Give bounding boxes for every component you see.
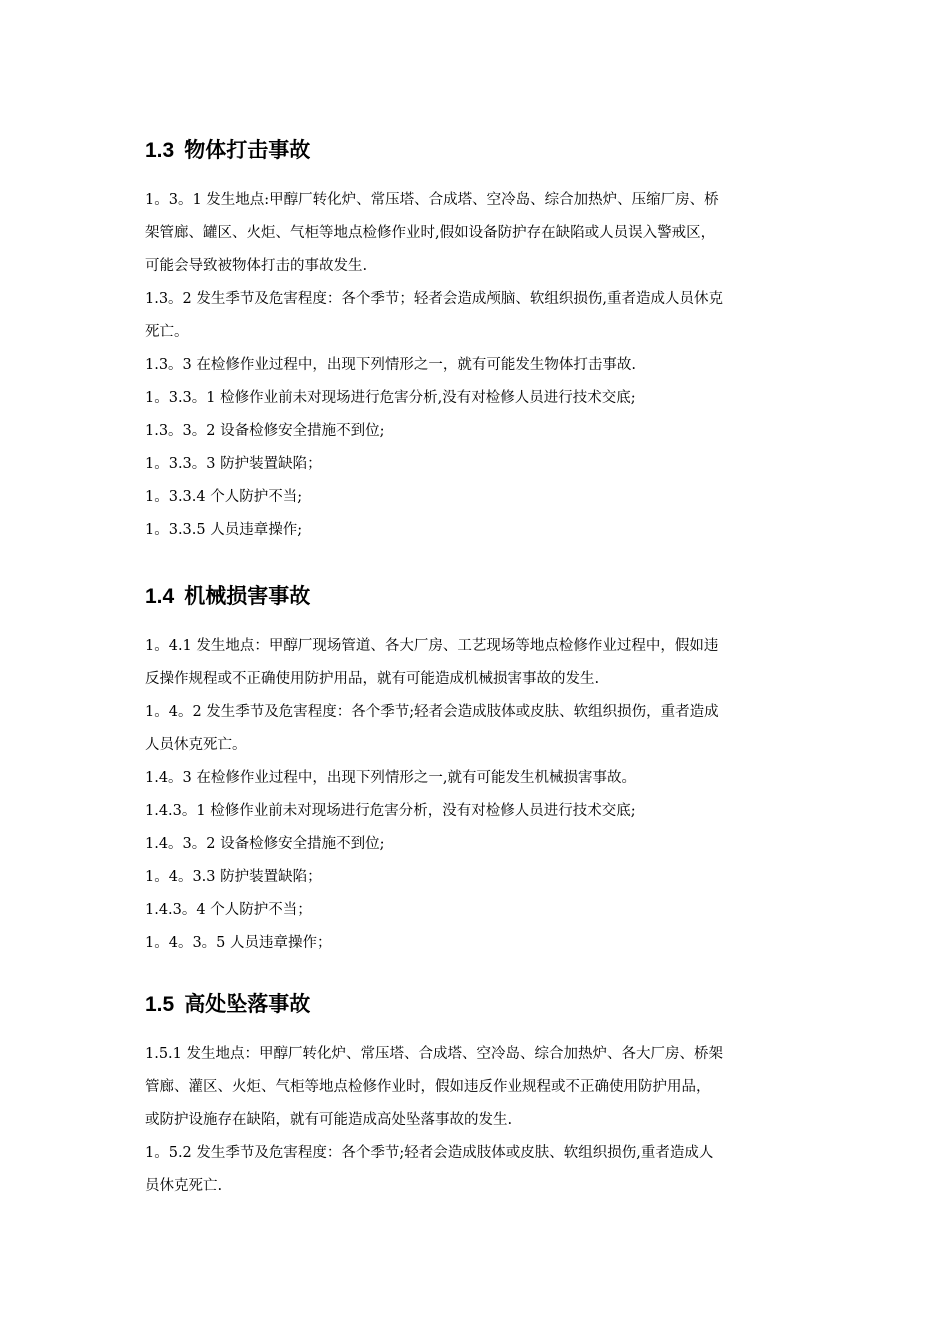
section-number: 1.5 <box>145 993 175 1016</box>
paragraph-line: 1.3。3 在检修作业过程中，出现下列情形之一，就有可能发生物体打击事故. <box>145 357 637 373</box>
section-1-3 <box>145 136 723 547</box>
section-heading <box>145 990 723 1020</box>
paragraph-line: 员休克死亡. <box>145 1178 223 1194</box>
section-heading <box>145 582 719 612</box>
paragraph-line: 1。3.3。3 防护装置缺陷； <box>145 456 322 472</box>
paragraph-line: 1。3.3。1 检修作业前未对现场进行危害分析,没有对检修人员进行技术交底; <box>145 390 636 406</box>
paragraph-line: 1。4。3.3 防护装置缺陷； <box>145 869 322 885</box>
section-1-5 <box>145 990 723 1203</box>
paragraph-line: 1。4。2 发生季节及危害程度：各个季节;轻者会造成肢体或皮肤、软组织损伤，重者造成 <box>145 704 719 720</box>
section-title: 机械损害事故 <box>184 585 311 608</box>
section-1-4 <box>145 582 719 960</box>
section-body <box>145 1038 723 1203</box>
paragraph-line: 1.4.3。4 个人防护不当； <box>145 902 312 918</box>
paragraph-line: 1.4。3。2 设备检修安全措施不到位; <box>145 836 385 852</box>
section-number: 1.3 <box>145 139 175 162</box>
section-number: 1.4 <box>145 585 175 608</box>
paragraph-line: 1。3.3.5 人员违章操作; <box>145 522 303 538</box>
section-body <box>145 184 723 547</box>
paragraph-line: 1。4.1 发生地点：甲醇厂现场管道、各大厂房、工艺现场等地点检修作业过程中，假如违 <box>145 638 719 654</box>
paragraph-line: 1.3。3。2 设备检修安全措施不到位; <box>145 423 385 439</box>
paragraph-line: 反操作规程或不正确使用防护用品，就有可能造成机械损害事故的发生. <box>145 671 600 687</box>
paragraph-line: 1。3。1 发生地点:甲醇厂转化炉、常压塔、合成塔、空冷岛、综合加热炉、压缩厂房、桥 <box>145 192 719 208</box>
paragraph-line: 1。4。3。5 人员违章操作； <box>145 935 332 951</box>
section-title: 高处坠落事故 <box>184 993 311 1016</box>
paragraph-line: 人员休克死亡。 <box>145 737 247 753</box>
section-heading <box>145 136 723 166</box>
paragraph-line: 管廊、灌区、火炬、气柜等地点检修作业时，假如违反作业规程或不正确使用防护用品， <box>145 1079 711 1095</box>
section-title: 物体打击事故 <box>184 139 311 162</box>
paragraph-line: 死亡。 <box>145 324 189 340</box>
paragraph-line: 1.3。2 发生季节及危害程度：各个季节；轻者会造成颅脑、软组织损伤,重者造成人员休克 <box>145 291 723 307</box>
paragraph-line: 1。5.2 发生季节及危害程度：各个季节;轻者会造成肢体或皮肤、软组织损伤,重者造成人 <box>145 1145 714 1161</box>
paragraph-line: 1.4.3。1 检修作业前未对现场进行危害分析，没有对检修人员进行技术交底; <box>145 803 636 819</box>
paragraph-line: 1.5.1 发生地点：甲醇厂转化炉、常压塔、合成塔、空冷岛、综合加热炉、各大厂房、桥架 <box>145 1046 723 1062</box>
paragraph-line: 1.4。3 在检修作业过程中，出现下列情形之一,就有可能发生机械损害事故。 <box>145 770 637 786</box>
paragraph-line: 或防护设施存在缺陷，就有可能造成高处坠落事故的发生. <box>145 1112 513 1128</box>
paragraph-line: 1。3.3.4 个人防护不当; <box>145 489 303 505</box>
paragraph-line: 架管廊、罐区、火炬、气柜等地点检修作业时,假如设备防护存在缺陷或人员误入警戒区， <box>145 225 716 241</box>
section-body <box>145 630 719 960</box>
paragraph-line: 可能会导致被物体打击的事故发生. <box>145 258 368 274</box>
